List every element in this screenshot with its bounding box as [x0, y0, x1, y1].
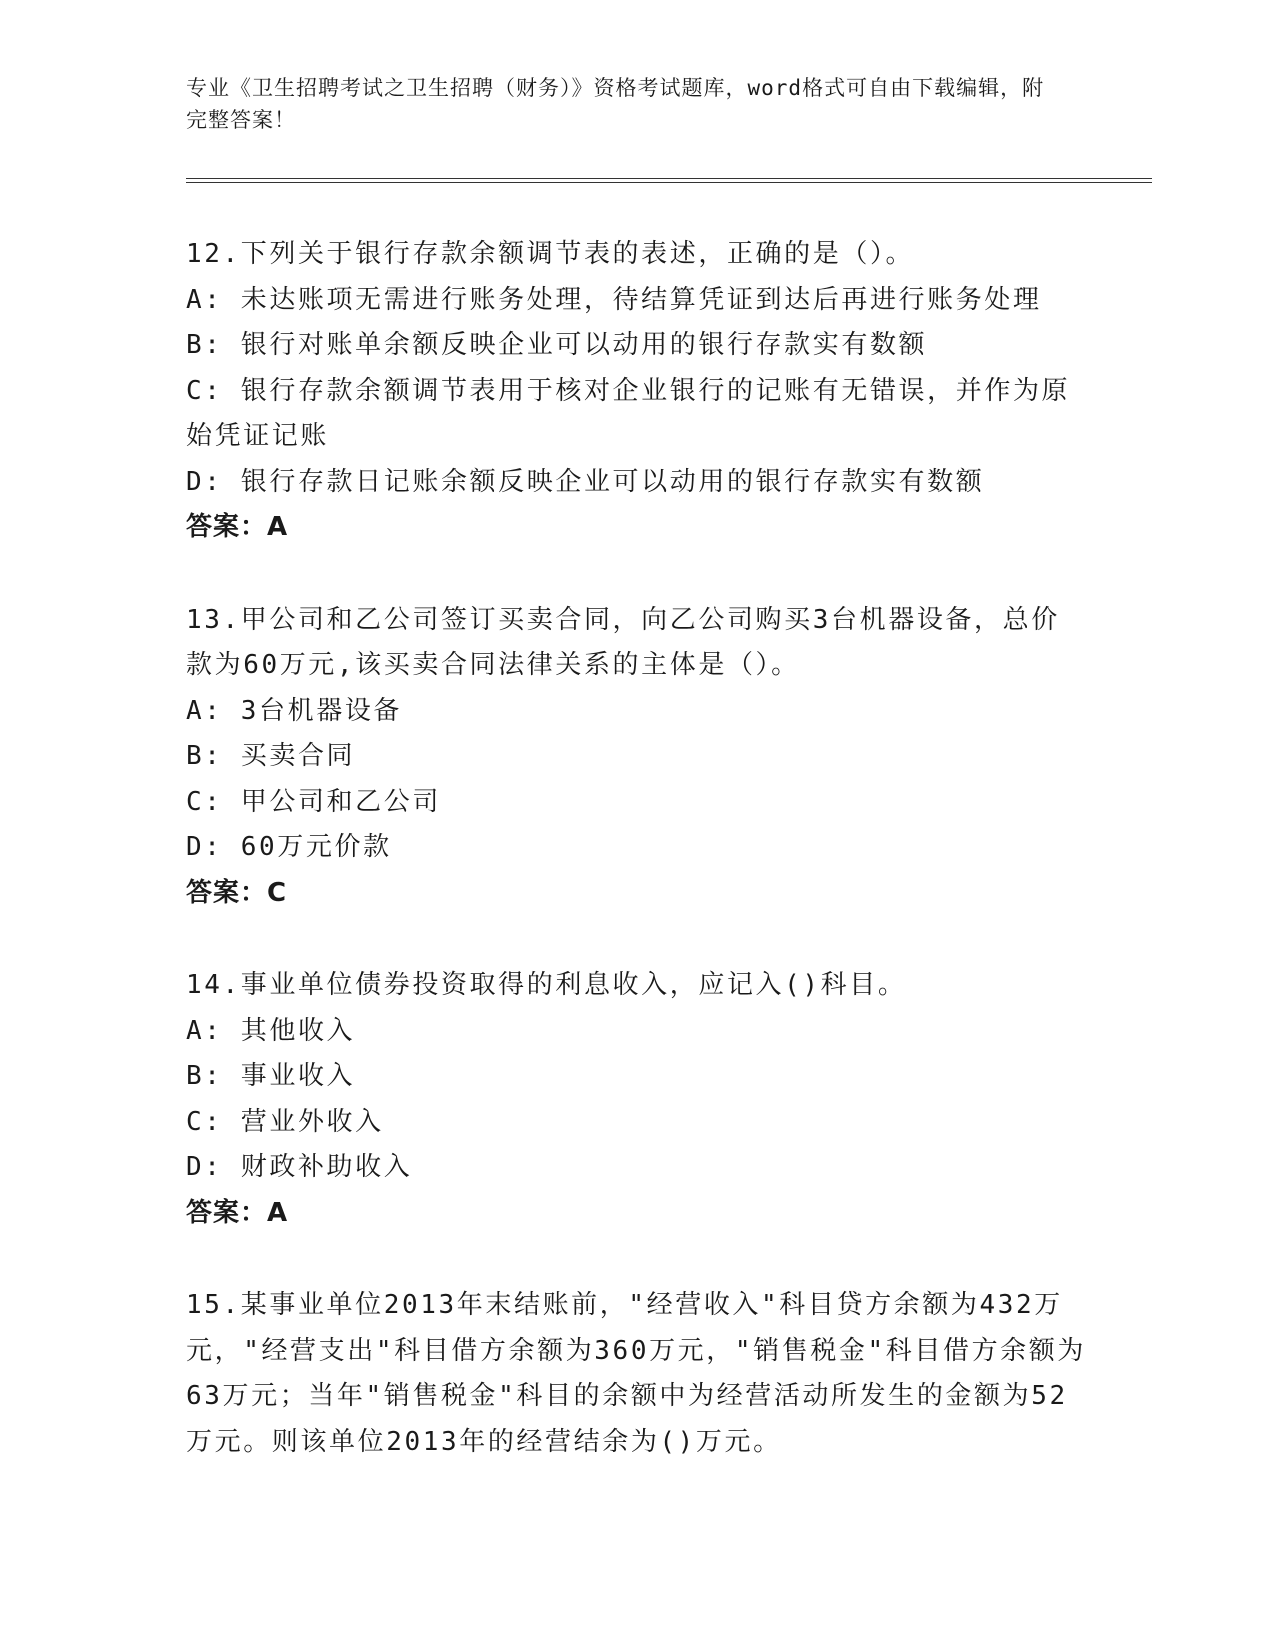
question-text: 14.事业单位债券投资取得的利息收入，应记入()科目。 [186, 970, 907, 1000]
header-divider-bottom [186, 182, 1152, 183]
header-text: 专业《卫生招聘考试之卫生招聘（财务）》资格考试题库，word格式可自由下载编辑，附完整答案！ [186, 76, 1045, 132]
option-c: C: 银行存款余额调节表用于核对企业银行的记账有无错误，并作为原始凭证记账 [186, 375, 1071, 451]
option-d: D: 60万元价款 [186, 832, 392, 862]
option-b: B: 事业收入 [186, 1061, 356, 1091]
question-text: 13.甲公司和乙公司签订买卖合同，向乙公司购买3台机器设备，总价款为60万元,该买卖合同法律关系的主体是（）。 [186, 604, 1060, 680]
header-divider-top [186, 178, 1152, 179]
answer: 答案：C [186, 877, 288, 908]
question-13 [186, 598, 1086, 917]
question-12 [186, 232, 1086, 551]
question-text: 12.下列关于银行存款余额调节表的表述，正确的是（）。 [186, 239, 915, 269]
question-text: 15.某事业单位2013年末结账前，"经营收入"科目贷方余额为432万元，"经营支出"科目借方余额为360万元，"销售税金"科目借方余额为63万元；当年"销售税金"科目的余额中为经营活动所发生的金额为52万元。则该单位2013年的经营结余为()万元。 [186, 1290, 1086, 1457]
question-14 [186, 963, 1086, 1236]
question-list [186, 232, 1086, 1512]
option-a: A: 3台机器设备 [186, 695, 403, 726]
question-15 [186, 1283, 1086, 1465]
option-d: D: 银行存款日记账余额反映企业可以动用的银行存款实有数额 [186, 466, 985, 497]
option-a: A: 未达账项无需进行账务处理，待结算凭证到达后再进行账务处理 [186, 284, 1042, 315]
option-c: C: 甲公司和乙公司 [186, 786, 441, 817]
option-c: C: 营业外收入 [186, 1106, 384, 1137]
option-a: A: 其他收入 [186, 1015, 356, 1046]
answer: 答案：A [186, 1197, 289, 1228]
option-b: B: 买卖合同 [186, 741, 356, 771]
document-header [186, 72, 1066, 136]
option-d: D: 财政补助收入 [186, 1152, 413, 1182]
option-b: B: 银行对账单余额反映企业可以动用的银行存款实有数额 [186, 330, 928, 360]
answer: 答案：A [186, 512, 289, 542]
